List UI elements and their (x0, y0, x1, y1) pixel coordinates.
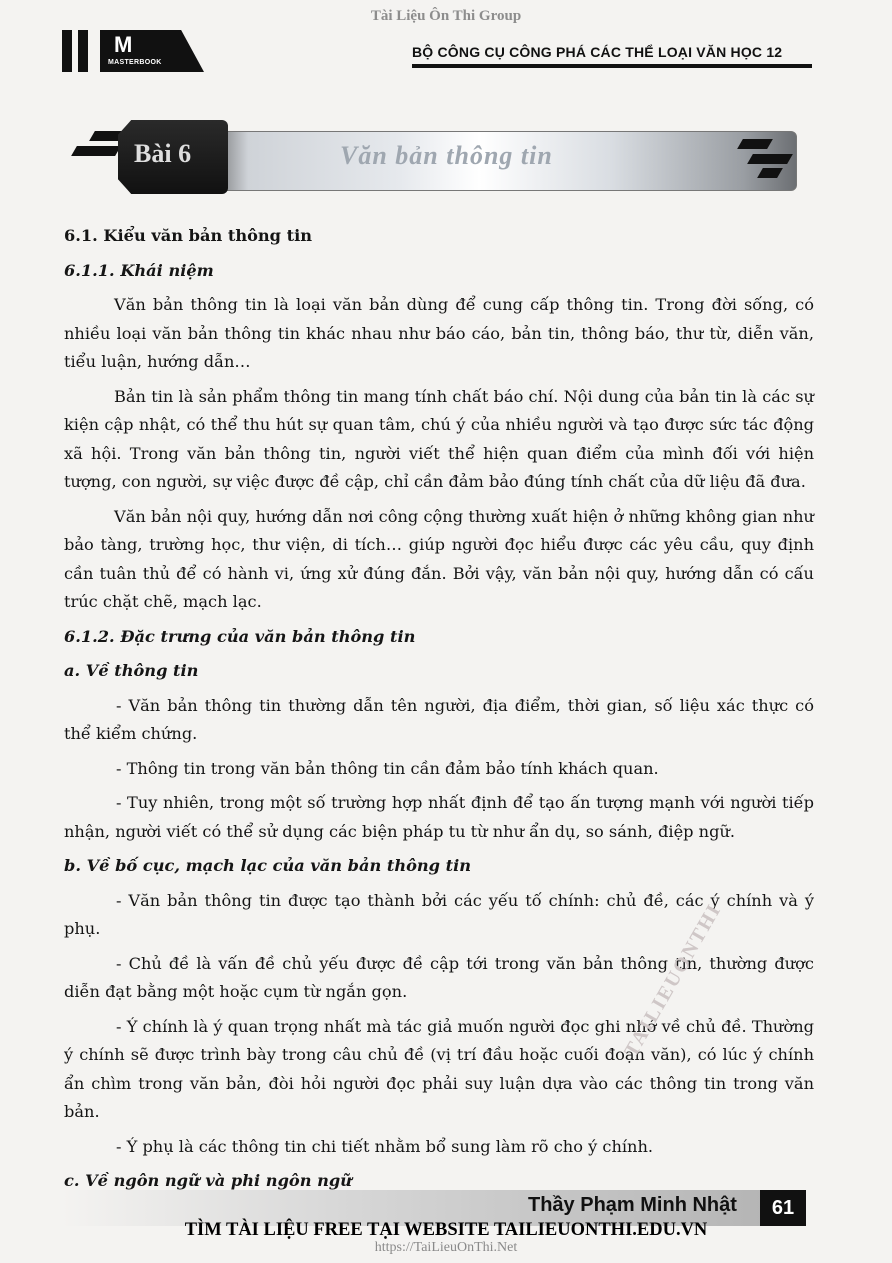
bullet-paragraph: - Văn bản thông tin được tạo thành bởi các yếu tố chính: chủ đề, các ý chính và ý phụ. (64, 890, 814, 938)
footer-promo-text: TÌM TÀI LIỆU FREE TẠI WEBSITE TAILIEUONTHI.EDU.VN (184, 1220, 708, 1240)
subsection-heading: 6.1.1. Khái niệm (64, 260, 214, 280)
banner-decoration-left (71, 146, 121, 156)
logo-brand-text: MASTERBOOK (108, 59, 162, 66)
footer-url-link[interactable]: https://TaiLieuOnThi.Net (374, 1240, 518, 1255)
subsection-heading: 6.1.2. Đặc trưng của văn bản thông tin (64, 626, 416, 646)
paragraph: Văn bản thông tin là loại văn bản dùng để cung cấp thông tin. Trong đời sống, có nhiều loại văn bản thông tin khác nhau như báo cáo, bản tin, thông báo, thư từ, diễn văn, tiểu luận, hướng dẫn… (64, 295, 814, 371)
banner-decoration-right (737, 139, 773, 149)
logo-letter: M (114, 32, 132, 57)
bullet-paragraph: - Thông tin trong văn bản thông tin cần đảm bảo tính khách quan. (116, 758, 659, 778)
item-heading: b. Về bố cục, mạch lạc của văn bản thông tin (64, 856, 472, 875)
item-heading: a. Về thông tin (64, 661, 199, 680)
item-heading: c. Về ngôn ngữ và phi ngôn ngữ (64, 1171, 352, 1190)
section-heading: 6.1. Kiểu văn bản thông tin (64, 226, 313, 245)
page-content (64, 222, 814, 1236)
bullet-paragraph: - Ý chính là ý quan trọng nhất mà tác giả muốn người đọc ghi nhớ về chủ đề. Thường ý chính sẽ được trình bày trong câu chủ đề (vị trí đầu hoặc cuối đoạn văn), có lúc ý chính ẩn chìm trong văn bản, đòi hỏi người đọc phải suy luận dựa vào các thông tin trong văn bản. (64, 1016, 814, 1121)
bullet-paragraph: - Ý phụ là các thông tin chi tiết nhằm bổ sung làm rõ cho ý chính. (116, 1136, 654, 1156)
lesson-number: Bài 6 (134, 139, 192, 168)
bullet-paragraph: - Chủ đề là vấn đề chủ yếu được đề cập tới trong văn bản thông tin, thường được diễn đạt bằng một hoặc cụm từ ngắn gọn. (64, 953, 814, 1001)
banner-decoration-right (747, 154, 793, 164)
group-header-text: Tài Liệu Ôn Thi Group (370, 8, 522, 24)
book-title: BỘ CÔNG CỤ CÔNG PHÁ CÁC THỂ LOẠI VĂN HỌC 12 (412, 44, 783, 60)
header-divider (412, 64, 812, 68)
bullet-paragraph: - Văn bản thông tin thường dẫn tên người, địa điểm, thời gian, số liệu xác thực có thể kiểm chứng. (64, 695, 814, 743)
page-number: 61 (760, 1190, 806, 1226)
paragraph: Bản tin là sản phẩm thông tin mang tính chất báo chí. Nội dung của bản tin là các sự kiện cập nhật, có thể thu hút sự quan tâm, chú ý của nhiều người và tạo được sức tác động xã hội. Trong văn bản thông tin, người viết thể hiện quan điểm của mình đối với hiện tượng, con người, sự việc được đề cập, chỉ cần đảm bảo đúng tính chất của dữ liệu đã đưa. (64, 386, 814, 491)
bullet-paragraph: - Tuy nhiên, trong một số trường hợp nhất định để tạo ấn tượng mạnh với người tiếp nhận, người viết có thể sử dụng các biện pháp tu từ như ẩn dụ, so sánh, điệp ngữ. (64, 793, 814, 841)
footer-author: Thầy Phạm Minh Nhật (528, 1194, 737, 1216)
lesson-title: Văn bản thông tin (340, 141, 553, 170)
paragraph: Văn bản nội quy, hướng dẫn nơi công cộng thường xuất hiện ở những không gian như bảo tàng, trường học, thư viện, di tích… giúp người đọc hiểu được các yêu cầu, quy định cần tuân thủ để có hành vi, ứng xử đúng đắn. Bởi vậy, văn bản nội quy, hướng dẫn có cấu trúc chặt chẽ, mạch lạc. (64, 506, 814, 611)
watermark: TAILIEUONTHI (620, 899, 726, 1061)
